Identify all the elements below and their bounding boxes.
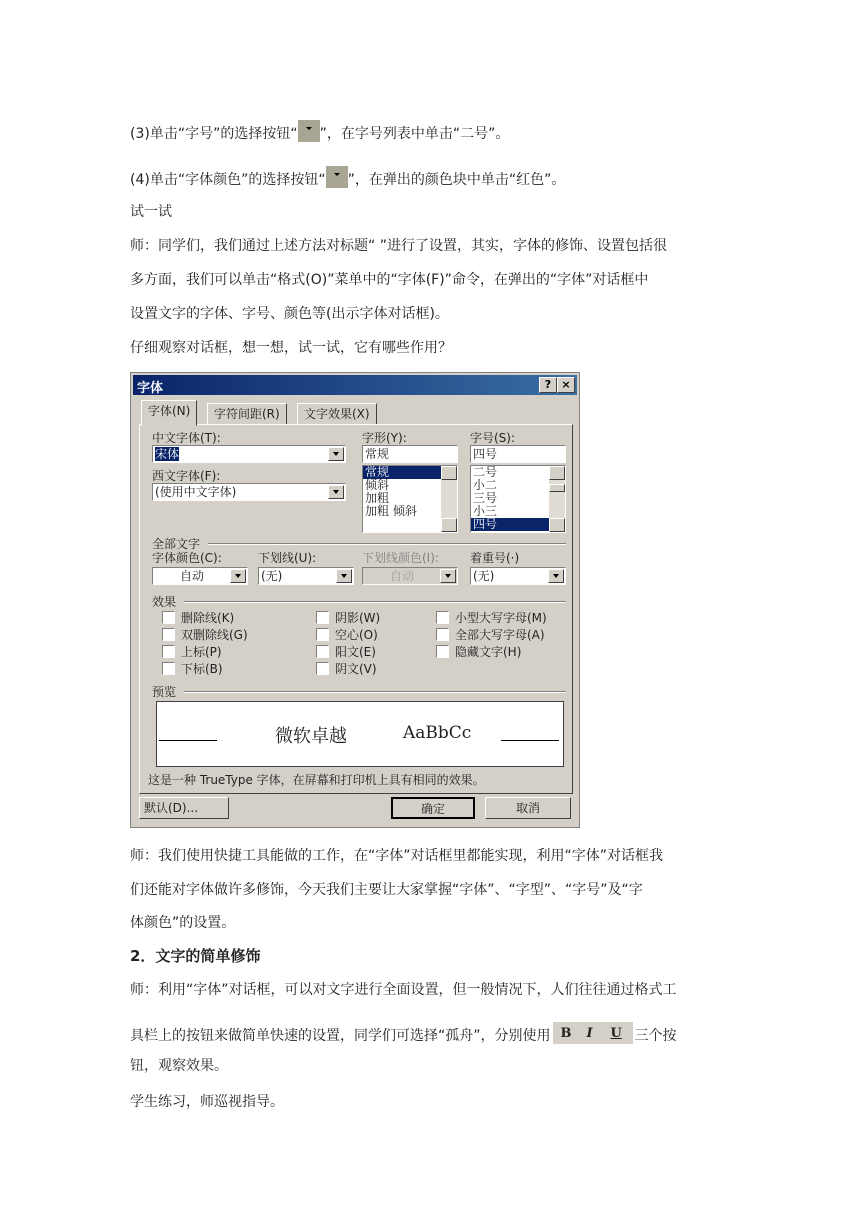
preview-en-text: AaBbCc — [403, 723, 472, 743]
default-button[interactable]: 默认(D)... — [139, 797, 229, 819]
chevron-down-icon[interactable] — [548, 569, 564, 583]
step3-text-b: ”，在字号列表中单击“二号”。 — [319, 126, 510, 142]
underline-color-select — [362, 567, 458, 585]
size-label: 字号(S): — [470, 431, 516, 445]
underline-color-value: 自动 — [389, 569, 414, 583]
step4-text-b: ”，在弹出的颜色块中单击“红色”。 — [347, 172, 566, 188]
font-tab-panel — [139, 424, 573, 794]
list-item[interactable]: 小二 — [473, 478, 498, 492]
tab-font[interactable]: 字体(N) — [141, 400, 197, 426]
teacher1-line1: 师：同学们，我们通过上述方法对标题“ ”进行了设置，其实，字体的修饰、设置包括很 — [130, 238, 667, 254]
list-item[interactable]: 三号 — [473, 491, 498, 505]
step-4 — [130, 166, 730, 190]
emphasis-label: 着重号(·) — [470, 551, 520, 565]
teacher2-line2: 们还能对字体做许多修饰，今天我们主要让大家掌握“字体”、“字型”、“字号”及“字 — [130, 882, 643, 898]
underline-value: (无) — [261, 569, 283, 583]
teacher3-line3: 钮，观察效果。 — [130, 1058, 228, 1074]
dialog-title: 字体 — [137, 381, 164, 396]
step-3 — [130, 120, 730, 144]
dialog-titlebar — [133, 375, 577, 395]
underline-select[interactable] — [258, 567, 354, 585]
color-label: 字体颜色(C): — [152, 551, 222, 565]
cn-font-label: 中文字体(T): — [152, 431, 221, 445]
chevron-down-icon[interactable] — [328, 447, 344, 461]
close-icon[interactable]: × — [557, 377, 575, 393]
checkbox-outline[interactable]: 空心(O) — [316, 626, 378, 643]
cn-font-value: 宋体 — [155, 447, 180, 461]
chevron-down-icon[interactable] — [230, 569, 246, 583]
divider — [184, 691, 566, 693]
teacher1-line2: 多方面，我们可以单击“格式(O)”菜单中的“字体(F)”命令，在弹出的“字体”对话框中 — [130, 272, 649, 288]
biu-toolbar-image — [553, 1022, 633, 1044]
chevron-down-icon[interactable] — [336, 569, 352, 583]
preview-baseline-right — [501, 740, 559, 741]
divider — [184, 601, 566, 603]
checkbox-shadow[interactable]: 阴影(W) — [316, 609, 380, 626]
step3-text-a: (3)单击“字号”的选择按钮“ — [130, 126, 298, 142]
style-label: 字形(Y): — [362, 431, 407, 445]
chevron-down-icon — [440, 569, 456, 583]
list-item[interactable]: 加粗 倾斜 — [365, 504, 417, 518]
underline-color-label: 下划线颜色(I): — [362, 551, 439, 565]
list-item[interactable]: 常规 — [363, 466, 457, 479]
preview-cn-text: 微软卓越 — [275, 726, 347, 747]
west-font-select[interactable] — [152, 483, 346, 501]
truetype-note: 这是一种 TrueType 字体，在屏幕和打印机上具有相同的效果。 — [148, 773, 485, 787]
checkbox-hidden[interactable]: 隐藏文字(H) — [436, 643, 521, 660]
teacher2-line3: 体颜色”的设置。 — [130, 915, 236, 931]
west-font-value: (使用中文字体) — [155, 485, 237, 499]
checkbox-engrave[interactable]: 阴文(V) — [316, 660, 377, 677]
help-icon[interactable]: ? — [539, 377, 557, 393]
underline-icon: U — [610, 1026, 622, 1041]
list-item[interactable]: 二号 — [473, 465, 498, 479]
scrollbar[interactable] — [549, 466, 565, 532]
west-font-label: 西文字体(F): — [152, 469, 221, 483]
preview-label: 预览 — [152, 685, 177, 699]
divider — [208, 543, 566, 545]
checkbox-double-strikethrough[interactable]: 双删除线(G) — [162, 626, 248, 643]
list-item[interactable]: 小三 — [473, 504, 498, 518]
step4-text-a: (4)单击“字体颜色”的选择按钮“ — [130, 172, 326, 188]
checkbox-emboss[interactable]: 阳文(E) — [316, 643, 376, 660]
emphasis-select[interactable] — [470, 567, 566, 585]
checkbox-small-caps[interactable]: 小型大写字母(M) — [436, 609, 547, 626]
checkbox-subscript[interactable]: 下标(B) — [162, 660, 223, 677]
cn-font-select[interactable] — [152, 445, 346, 463]
practice-text: 学生练习，师巡视指导。 — [130, 1094, 284, 1110]
checkbox-all-caps[interactable]: 全部大写字母(A) — [436, 626, 545, 643]
font-dialog — [130, 372, 580, 828]
underline-label: 下划线(U): — [258, 551, 317, 565]
observe-text: 仔细观察对话框，想一想，试一试，它有哪些作用？ — [130, 340, 452, 356]
color-value: 自动 — [179, 569, 204, 583]
dropdown-arrow-icon — [298, 120, 320, 142]
chevron-down-icon[interactable] — [328, 485, 344, 499]
teacher3-line1: 师：利用“字体”对话框，可以对文字进行全面设置，但一般情况下，人们往往通过格式工 — [130, 982, 677, 998]
checkbox-strikethrough[interactable]: 删除线(K) — [162, 609, 234, 626]
italic-icon: I — [586, 1026, 593, 1041]
all-text-label: 全部文字 — [152, 537, 201, 551]
preview-box — [156, 701, 564, 767]
size-input[interactable]: 四号 — [470, 445, 566, 463]
cancel-button[interactable]: 取消 — [485, 797, 571, 819]
scrollbar[interactable] — [441, 466, 457, 532]
bold-icon: B — [560, 1026, 572, 1041]
teacher2-line1: 师：我们使用快捷工具能做的工作，在“字体”对话框里都能实现，利用“字体”对话框我 — [130, 848, 664, 864]
section-heading: 2．文字的简单修饰 — [130, 947, 261, 965]
teacher3-line2 — [130, 1022, 730, 1046]
teacher3-text-a: 具栏上的按钮来做简单快速的设置，同学们可选择“孤舟”，分别使用 — [130, 1028, 551, 1044]
effects-label: 效果 — [152, 595, 177, 609]
list-item[interactable]: 四号 — [471, 518, 565, 531]
teacher3-text-b: 三个按 — [634, 1028, 677, 1044]
list-item[interactable]: 倾斜 — [365, 478, 390, 492]
emphasis-value: (无) — [473, 569, 495, 583]
color-select[interactable] — [152, 567, 248, 585]
ok-button[interactable]: 确定 — [391, 797, 475, 819]
style-input[interactable]: 常规 — [362, 445, 458, 463]
teacher1-line3: 设置文字的字体、字号、颜色等(出示字体对话框)。 — [130, 306, 449, 322]
size-list[interactable] — [470, 465, 566, 533]
style-list[interactable] — [362, 465, 458, 533]
tab-spacing[interactable]: 字符间距(R) — [207, 403, 287, 425]
checkbox-superscript[interactable]: 上标(P) — [162, 643, 222, 660]
preview-baseline-left — [159, 740, 217, 741]
list-item[interactable]: 加粗 — [365, 491, 390, 505]
try-it: 试一试 — [130, 204, 172, 220]
dropdown-arrow-icon — [326, 166, 348, 188]
tab-effects[interactable]: 文字效果(X) — [297, 403, 377, 425]
